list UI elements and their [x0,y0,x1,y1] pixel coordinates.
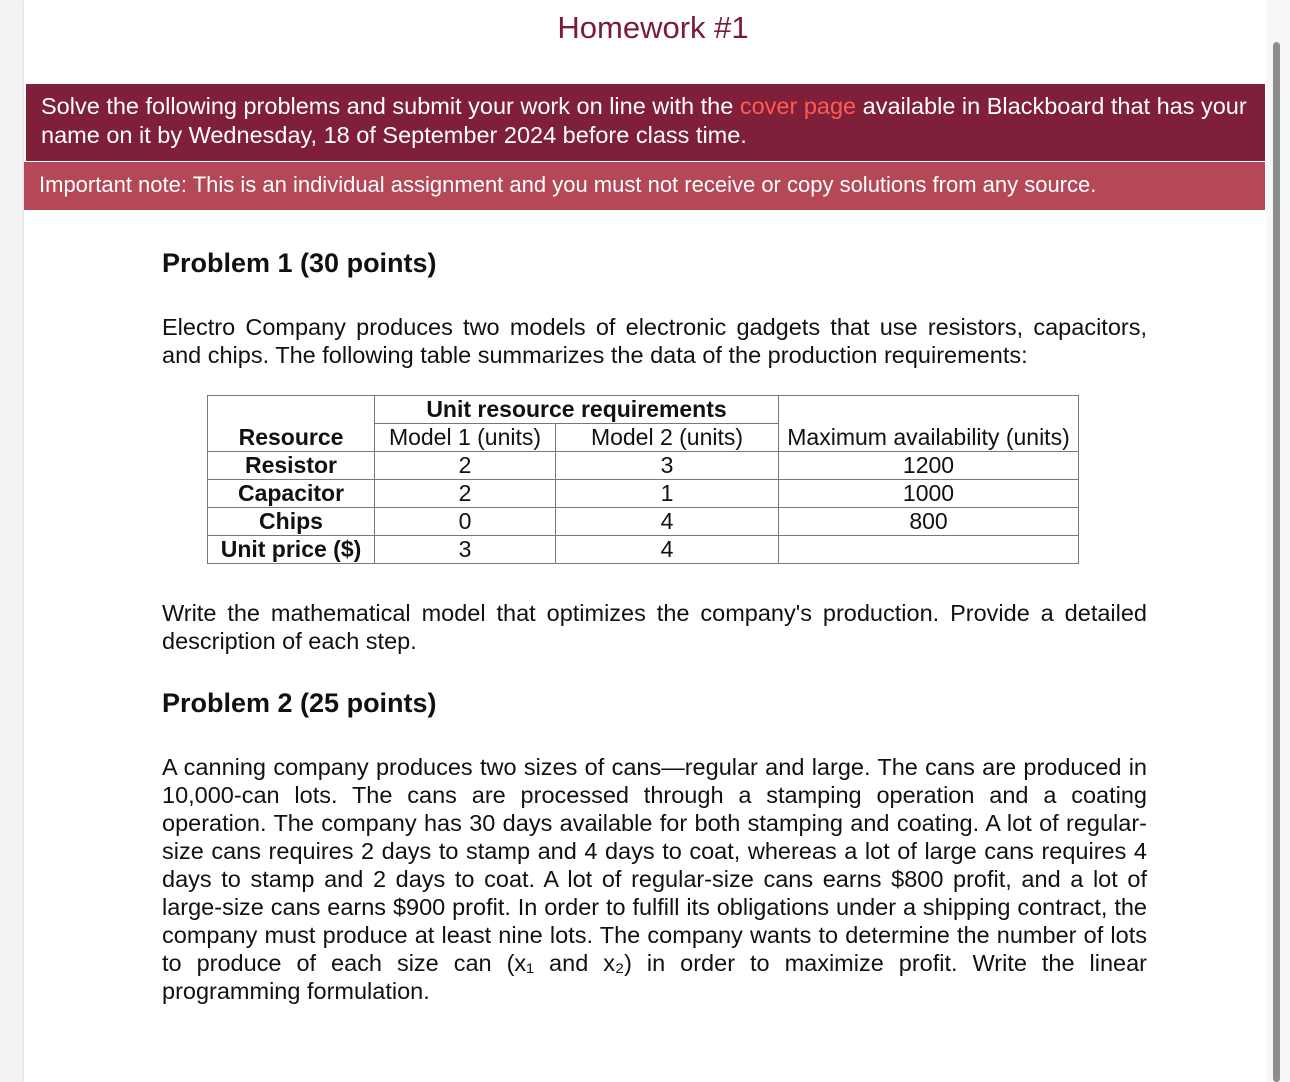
table-header-row [208,424,1079,452]
table-header-empty-right [779,396,1079,424]
instructions-text-start: Solve the following problems and submit your work on line with the [41,93,740,119]
instructions-banner [26,84,1265,161]
table-col-max: Maximum availability (units) [779,424,1079,452]
table-cell [779,536,1079,564]
problem1-heading: Problem 1 (30 points) [162,248,437,278]
page-title: Homework #1 [557,10,749,45]
table-cell: 0 [375,508,556,536]
table-cell: 800 [779,508,1079,536]
problem2-text: A canning company produces two sizes of cans—regular and large. The cans are produced in 10,000-can lots. The cans are processed through a stamping operation and a coating operation. The company has 30 days available for both stamping and coating. A lot of regular-size cans requires 2 days to stamp and 4 days to coat, whereas a lot of large cans requires 4 days to stamp and 2 days to coat. A lot of regular-size cans earns $800 profit, and a lot of large-size cans earns $900 profit. In order to fulfill its obligations under a shipping contract, the company must produce at least nine lots. The company wants to determine the number of lots to produce of each size can (x₁ and x₂) in order to maximize profit. Write the linear programming formulation. [162,754,1147,1004]
table-row [208,508,1079,536]
table-header-empty [208,396,375,424]
table-group-header-row [208,396,1079,424]
table-group-header: Unit resource requirements [375,396,779,424]
problem1-intro: Electro Company produces two models of electronic gadgets that use resistors, capacitors, and chips. The following table summarizes the data of the production requirements: [162,314,1147,368]
table-row [208,480,1079,508]
scrollbar-thumb[interactable] [1273,42,1280,1082]
table-cell: 4 [556,536,779,564]
table-cell-resource: Capacitor [208,480,375,508]
table-cell-resource: Resistor [208,452,375,480]
table-cell-resource: Chips [208,508,375,536]
table-cell-resource: Unit price ($) [208,536,375,564]
instructions-text-end: available in Blackboard that has your name on it by Wednesday, 18 of September 2024 before class time. [41,93,1247,148]
table-cell: 1200 [779,452,1079,480]
table-col-resource: Resource [208,424,375,452]
table-col-model2: Model 2 (units) [556,424,779,452]
problem2-heading: Problem 2 (25 points) [162,688,437,718]
table-cell: 1000 [779,480,1079,508]
table-col-model1: Model 1 (units) [375,424,556,452]
table-cell: 4 [556,508,779,536]
important-note-banner: Important note: This is an individual assignment and you must not receive or copy solutions from any source. [24,162,1265,210]
cover-page-link[interactable]: cover page [739,93,857,119]
table-cell: 3 [556,452,779,480]
table-cell: 2 [375,452,556,480]
table-cell: 2 [375,480,556,508]
requirements-table [207,395,1079,564]
problem1-task: Write the mathematical model that optimizes the company's production. Provide a detailed description of each step. [162,600,1147,654]
table-row [208,452,1079,480]
table-cell: 3 [375,536,556,564]
table-cell: 1 [556,480,779,508]
table-row [208,536,1079,564]
